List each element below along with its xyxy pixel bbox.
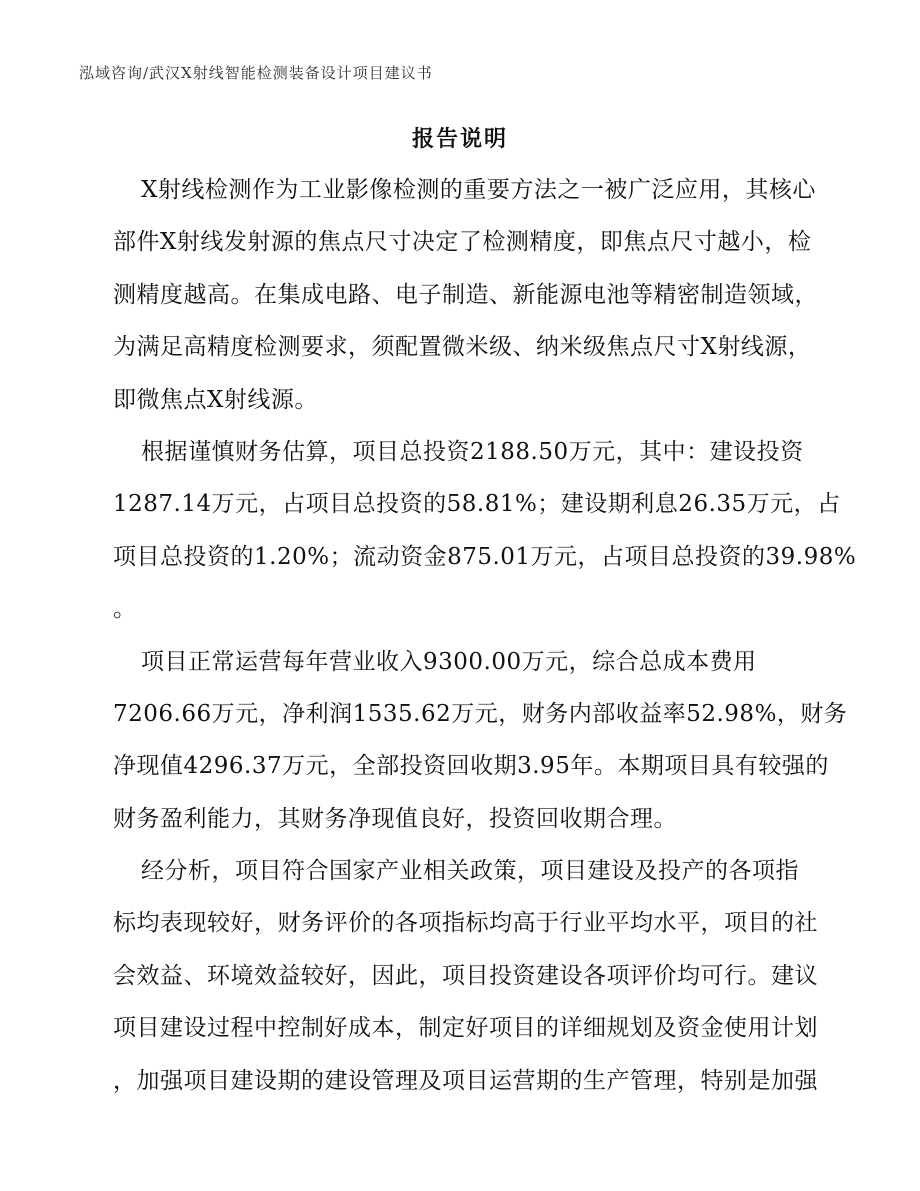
text-line: ，加强项目建设期的建设管理及项目运营期的生产管理，特别是加强 xyxy=(113,1067,818,1094)
text-line: 标均表现较好，财务评价的各项指标均高于行业平均水平，项目的社 xyxy=(113,910,818,937)
text-line: 净现值4296.37万元，全部投资回收期3.95年。本期项目具有较强的 xyxy=(113,753,829,780)
text-line: 为满足高精度检测要求，须配置微米级、纳米级焦点尺寸X射线源， xyxy=(113,334,812,361)
running-header: 泓域咨询/武汉X射线智能检测装备设计项目建议书 xyxy=(79,64,433,82)
text-line: X射线检测作为工业影像检测的重要方法之一被广泛应用，其核心 xyxy=(141,177,816,203)
text-line: 财务盈利能力，其财务净现值良好，投资回收期合理。 xyxy=(113,805,677,832)
text-line: 7206.66万元，净利润1535.62万元，财务内部收益率52.98%，财务 xyxy=(113,700,848,727)
text-line: 项目建设过程中控制好成本，制定好项目的详细规划及资金使用计划 xyxy=(113,1015,818,1042)
paragraph xyxy=(113,642,848,852)
paragraph xyxy=(113,432,857,642)
text-line: 会效益、环境效益较好，因此，项目投资建设各项评价均可行。建议 xyxy=(113,962,818,989)
paragraph xyxy=(113,851,833,1113)
text-line: 1287.14万元，占项目总投资的58.81%；建设期利息26.35万元，占 xyxy=(113,491,841,518)
text-line: 项目正常运营每年营业收入9300.00万元，综合总成本费用 xyxy=(141,648,757,675)
text-line: 。 xyxy=(113,596,137,623)
page-title: 报告说明 xyxy=(411,127,508,152)
paragraph xyxy=(113,170,833,432)
text-line: 测精度越高。在集成电路、电子制造、新能源电池等精密制造领域， xyxy=(113,281,818,308)
text-line: 经分析，项目符合国家产业相关政策，项目建设及投产的各项指 xyxy=(141,858,799,885)
document-body xyxy=(113,170,857,1113)
text-line: 根据谨慎财务估算，项目总投资2188.50万元，其中：建设投资 xyxy=(141,438,804,465)
text-line: 部件X射线发射源的焦点尺寸决定了检测精度，即焦点尺寸越小，检 xyxy=(113,229,812,256)
text-line: 即微焦点X射线源。 xyxy=(113,386,318,413)
text-line: 项目总投资的1.20%；流动资金875.01万元，占项目总投资的39.98% xyxy=(113,543,857,570)
